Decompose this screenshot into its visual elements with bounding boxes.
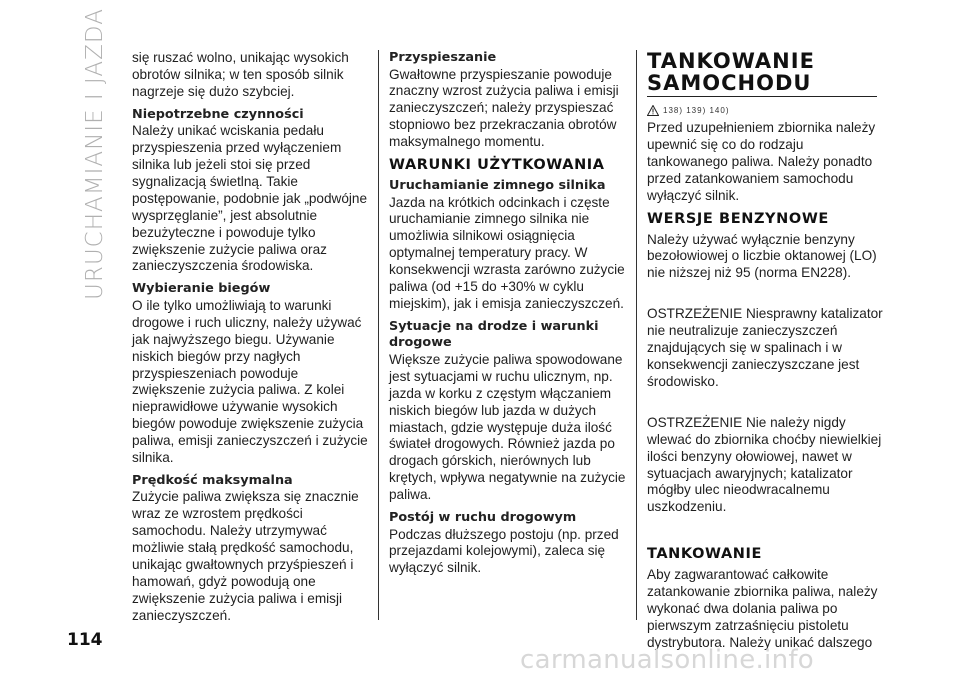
intro-paragraph: się ruszać wolno, unikając wysokich obrotów silnika; w ten sposób silnik nagrzeje się dużo szybciej. bbox=[132, 50, 349, 99]
main-title: TANKOWANIE SAMOCHODU bbox=[647, 49, 815, 95]
warning-triangle-icon bbox=[647, 105, 659, 116]
section-paragraph: Gwałtowne przyspieszanie powoduje znaczny wzrost zużycia paliwa i emisji zanieczyszczeń; należy przyspieszać stopniowo bez przekraczania obrotów maksymalnego momentu. bbox=[389, 66, 619, 150]
section-paragraph: Podczas dłuższego postoju (np. przed przejazdami kolejowymi), zaleca się wyłączyć silnik. bbox=[389, 526, 619, 576]
chapter-subheading: WERSJE BENZYNOWE bbox=[647, 210, 829, 227]
warning-paragraph: OSTRZEŻENIE Nie należy nigdy wlewać do zbiornika choćby niewielkiej ilości benzyny ołowiowej, nawet w sytuacjach awaryjnych; katalizator mógłby ulec nieodwracalnemu uszkodzeniu. bbox=[647, 414, 882, 515]
section-heading: Przyspieszanie bbox=[389, 50, 497, 65]
warning-paragraph: OSTRZEŻENIE Niesprawny katalizator nie neutralizuje zanieczyszczeń znajdujących się w spalinach i w konsekwencji zanieczyszczane jest środowisko. bbox=[647, 306, 883, 389]
chapter-subheading: WARUNKI UŻYTKOWANIA bbox=[389, 157, 605, 174]
section-paragraph: Większe zużycie paliwa spowodowane jest sytuacjami w ruchu ulicznym, np. jazda w korku z częstym włączaniem niskich biegów lub jazda w dużych miastach, gdzie występuje duża ilość świateł drogowych. Również jazda po drogach górskich, nierównych lub krętych, wpływa negatywnie na zużycie paliwa. bbox=[389, 351, 626, 503]
section-heading: Prędkość maksymalna bbox=[132, 472, 293, 488]
section-paragraph: Zużycie paliwa zwiększa się znacznie wraz ze wzrostem prędkości samochodu. Należy utrzymywać możliwie stałą prędkość samochodu, unikając gwałtownych przyśpieszeń i hamowań, gdyż powodują one zwiększenie zużycia paliwa i emisji zanieczyszczeń. bbox=[132, 489, 359, 623]
section-paragraph: O ile tylko umożliwiają to warunki drogowe i ruch uliczny, należy używać jak najwyższego biegu. Używanie niskich biegów przy nagłych przyspieszeniach powoduje zwiększenie zużycia paliwa. Z kolei nieprawidłowe używanie wysokich biegów powoduje zwiększenie zużycia paliwa, emisji zanieczyszczeń i zużycie silnika. bbox=[132, 297, 368, 466]
chapter-subheading: TANKOWANIE bbox=[647, 546, 763, 563]
section-paragraph: Jazda na krótkich odcinkach i częste uruchamianie zimnego silnika nie umożliwia silnikowi osiągnięcia optymalnej temperatury pracy. W konsekwencji wzrasta zarówno zużycie paliwa (od +15 do +30% w cyklu miejskim), jak i emisja zanieczyszczeń. bbox=[389, 194, 625, 311]
section-heading: Sytuacje na drodze i warunki drogowe bbox=[389, 318, 599, 351]
section-paragraph: Należy unikać wciskania pedału przyspieszenia przed wyłączeniem silnika lub jeżeli stoi się przed sygnalizacją świetlną. Takie postępowanie, podobnie jak „podwójne wysprzęglanie”, jest absolutnie bezużyteczne i powoduje tylko zwiększenie zużycie paliwa oraz zanieczyszczenia środowiska. bbox=[132, 123, 368, 274]
section-heading: Wybieranie biegów bbox=[132, 281, 271, 297]
title-rule bbox=[647, 96, 877, 97]
section-heading: Niepotrzebne czynności bbox=[132, 106, 304, 122]
column-divider bbox=[378, 50, 379, 620]
section-paragraph: Aby zagwarantować całkowite zatankowanie zbiornika paliwa, należy wykonać dwa dolania paliwa po pierwszym zatrzaśnięciu pistoletu dystrybutora. Należy unikać dalszego bbox=[647, 567, 878, 650]
column-left bbox=[132, 50, 372, 631]
column-right bbox=[647, 50, 887, 658]
page-number: 114 bbox=[67, 630, 103, 650]
column-divider bbox=[636, 50, 637, 620]
column-middle bbox=[389, 50, 629, 583]
reference-numbers: 138) 139) 140) bbox=[663, 106, 730, 115]
section-heading: Postój w ruchu drogowym bbox=[389, 510, 577, 526]
section-heading: Uruchamianie zimnego silnika bbox=[389, 178, 606, 194]
section-paragraph: Należy używać wyłącznie benzyny bezołowiowej o liczbie oktanowej (LO) nie niższej niż 95 (norma EN228). bbox=[647, 231, 877, 281]
warning-references bbox=[647, 105, 887, 116]
intro-paragraph: Przed uzupełnieniem zbiornika należy upewnić się co do rodzaju tankowanego paliwa. Należy ponadto przed zatankowaniem samochodu wyłączyć silnik. bbox=[647, 120, 876, 203]
chapter-side-title: URUCHAMIANIE I JAZDA bbox=[82, 8, 108, 300]
watermark-text: carmanualsonline.info bbox=[520, 645, 815, 675]
